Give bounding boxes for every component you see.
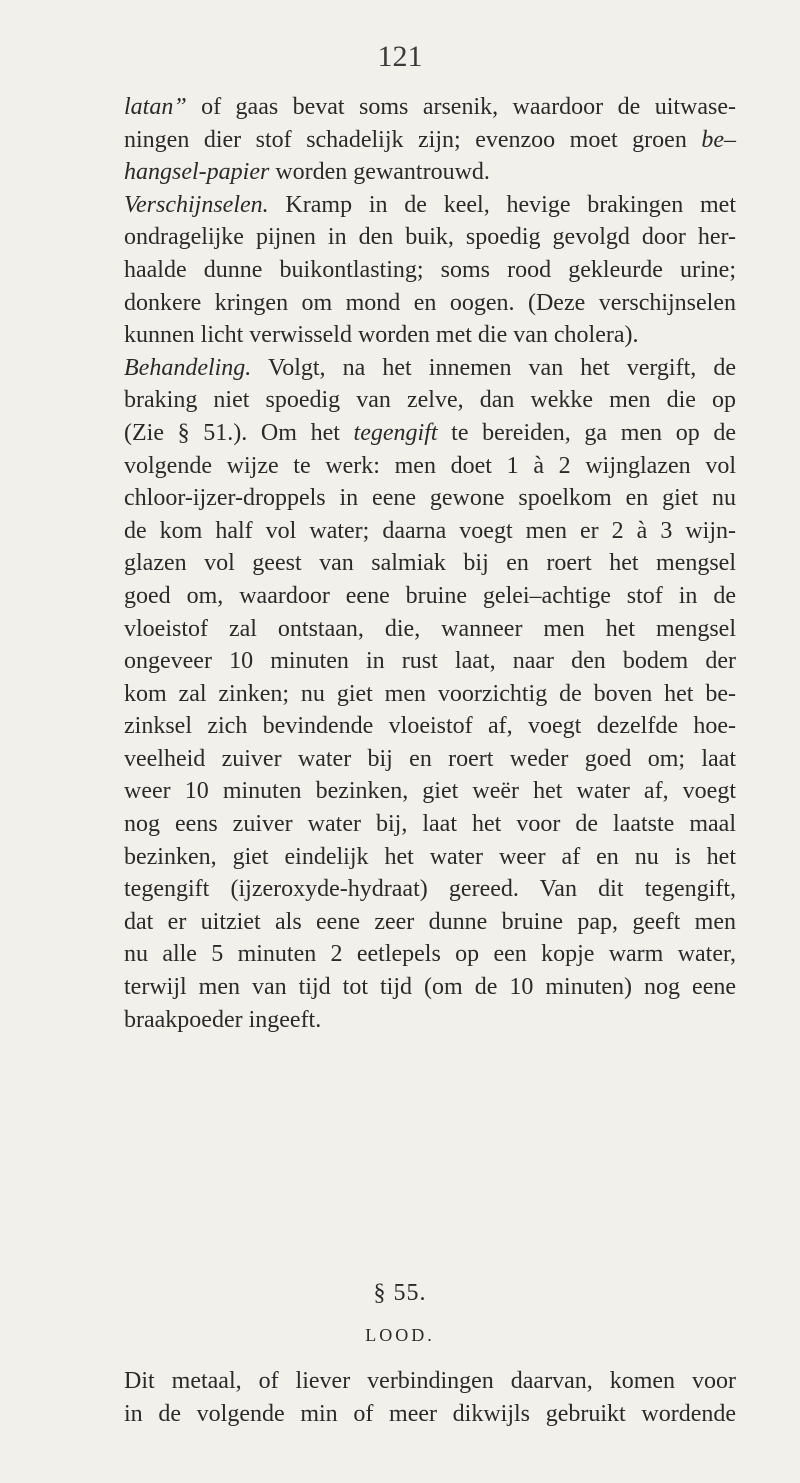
text-line (124, 808, 736, 841)
text-run: braking niet spoedig van zelve, dan wekke men die op (124, 387, 736, 414)
text-line (124, 254, 736, 287)
text-line (124, 710, 736, 743)
text-run: haalde dunne buikontlasting; soms rood gekleurde urine; (124, 256, 736, 283)
text-line (124, 841, 736, 874)
text-run: volgende wijze te werk: men doet 1 à 2 wijnglazen vol (124, 452, 736, 479)
italic-term: be– (701, 126, 736, 153)
italic-term: hangsel-papier (124, 159, 270, 186)
text-run: braakpoeder ingeeft. (124, 1006, 322, 1033)
text-run: in de volgende min of meer dikwijls gebruikt wordende (124, 1400, 736, 1427)
text-line (124, 1004, 736, 1037)
text-line (124, 124, 736, 157)
italic-term: latan” (124, 94, 187, 120)
italic-term: Behandeling. (124, 354, 252, 381)
text-run: te bereiden, ga men op de (437, 419, 736, 446)
text-run: ningen dier stof schadelijk zijn; evenzoo moet groen (124, 126, 702, 153)
section-number: § 55. (373, 1280, 427, 1306)
text-run: ondragelijke pijnen in den buik, spoedig gevolgd door her- (124, 224, 736, 251)
text-line (124, 384, 736, 417)
text-line (124, 1365, 736, 1398)
page-number: 121 (377, 40, 423, 73)
text-line (124, 156, 736, 189)
text-line (124, 743, 736, 776)
text-run: weer 10 minuten bezinken, giet weër het water af, voegt (124, 778, 736, 805)
text-run: glazen vol geest van salmiak bij en roert het mengsel (124, 550, 736, 577)
body-text-continued (124, 1365, 736, 1430)
text-line (124, 450, 736, 483)
text-line (124, 221, 736, 254)
body-text (124, 91, 736, 1036)
text-line (124, 938, 736, 971)
text-line (124, 775, 736, 808)
text-run: nu alle 5 minuten 2 eetlepels op een kopje warm water, (124, 941, 736, 968)
text-run: vloeistof zal ontstaan, die, wanneer men het mengsel (124, 615, 736, 642)
text-run: ongeveer 10 minuten in rust laat, naar den bodem der (124, 648, 736, 675)
text-line (124, 906, 736, 939)
text-run: terwijl men van tijd tot tijd (om de 10 minuten) nog eene (124, 974, 736, 1001)
italic-term: tegengift (353, 419, 438, 446)
text-line (124, 547, 736, 580)
text-line (124, 613, 736, 646)
text-line (124, 645, 736, 678)
text-run: de kom half vol water; daarna voegt men er 2 à 3 wijn- (124, 517, 736, 544)
text-line (124, 580, 736, 613)
text-line (124, 189, 736, 222)
text-run: Dit metaal, of liever verbindingen daarvan, komen voor (124, 1368, 736, 1394)
text-line (124, 515, 736, 548)
text-run: dat er uitziet als eene zeer dunne bruine pap, geeft men (124, 908, 736, 935)
text-run: of gaas bevat soms arsenik, waardoor de uitwase- (186, 94, 736, 120)
text-line (124, 417, 736, 450)
text-run: kom zal zinken; nu giet men voorzichtig de boven het be- (124, 680, 736, 707)
text-run: veelheid zuiver water bij en roert weder goed om; laat (124, 745, 736, 772)
text-line (124, 873, 736, 906)
text-run: worden gewantrouwd. (269, 159, 490, 186)
text-run: Kramp in de keel, hevige brakingen met (268, 191, 736, 218)
text-run: (Zie § 51.). Om het (124, 419, 354, 446)
italic-term: Verschijnselen. (124, 191, 269, 218)
text-run: bezinken, giet eindelijk het water weer af en nu is het (124, 843, 736, 870)
text-line (124, 678, 736, 711)
text-run: donkere kringen om mond en oogen. (Deze verschijnselen (124, 289, 736, 316)
text-run: nog eens zuiver water bij, laat het voor de laatste maal (124, 811, 736, 838)
text-line (124, 971, 736, 1004)
text-run: zinksel zich bevindende vloeistof af, voegt dezelfde hoe- (124, 713, 736, 740)
text-line (124, 91, 736, 124)
text-line (124, 352, 736, 385)
text-line (124, 287, 736, 320)
text-run: tegengift (ijzeroxyde-hydraat) gereed. Van dit tegengift, (124, 876, 736, 903)
text-run: chloor-ijzer-droppels in eene gewone spoelkom en giet nu (124, 485, 736, 512)
section-title: LOOD. (365, 1325, 435, 1345)
text-run: goed om, waardoor eene bruine gelei–achtige stof in de (124, 582, 736, 609)
text-run: kunnen licht verwisseld worden met die van cholera). (124, 322, 639, 349)
text-line (124, 1398, 736, 1431)
text-line (124, 319, 736, 352)
text-line (124, 482, 736, 515)
text-run: Volgt, na het innemen van het vergift, de (251, 354, 736, 381)
